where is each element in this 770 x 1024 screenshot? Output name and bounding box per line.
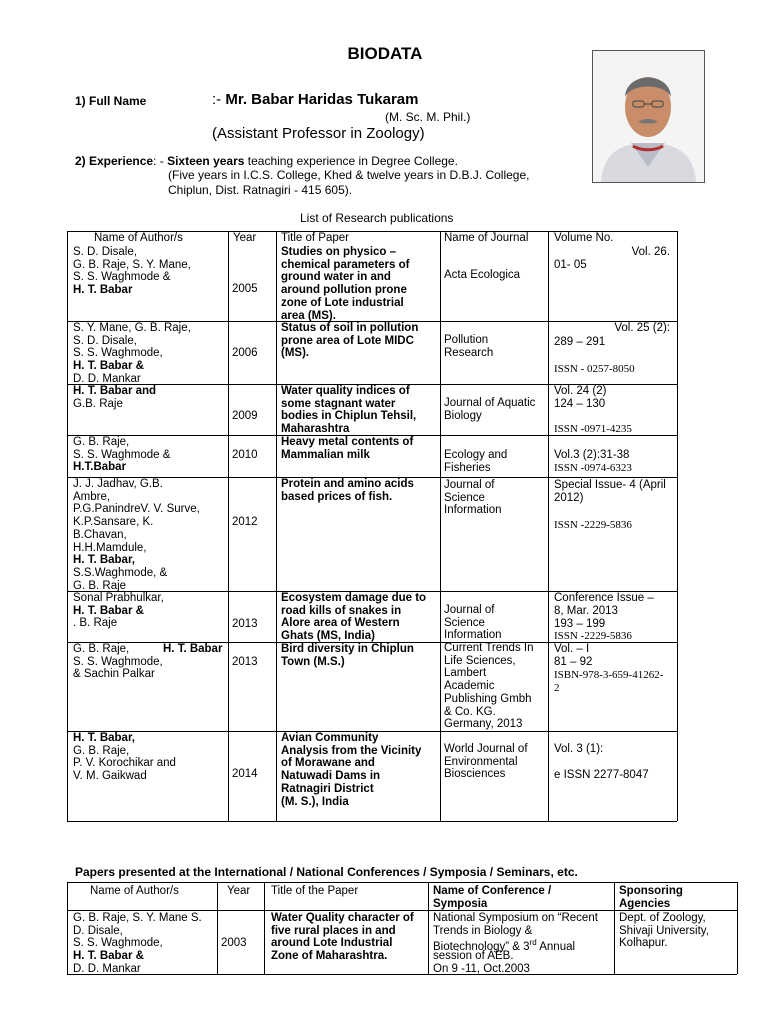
journal-line: World Journal of: [444, 743, 528, 755]
volume-line: 01- 05: [554, 259, 587, 271]
volume-line: ISSN -2229-5836: [554, 519, 632, 531]
paper-title-line: Avian Community: [281, 732, 379, 744]
author-line: J. J. Jadhav, G.B.: [73, 478, 163, 490]
journal-line: Germany, 2013: [444, 718, 523, 731]
conferences-heading: Papers presented at the International / National Conferences / Symposia / Seminars, etc.: [75, 865, 578, 879]
volume-line: 81 – 92: [554, 656, 593, 668]
table-vertical-rule: [67, 882, 68, 974]
table-horizontal-rule: [67, 974, 737, 975]
table-vertical-rule: [228, 231, 229, 821]
experience-text: teaching experience in Degree College.: [244, 154, 458, 168]
author-line: P.G.PanindreV. V. Surve,: [73, 503, 200, 516]
conf-header-agency: Agencies: [619, 897, 671, 910]
volume-line: Special Issue- 4 (April: [554, 479, 666, 491]
author-line: H. T. Babar,: [73, 732, 135, 744]
conf-header-agency: Sponsoring: [619, 885, 683, 897]
author-line: D. D. Mankar: [73, 372, 141, 385]
conf-header-title: Title of the Paper: [271, 885, 359, 897]
author-line: P. V. Korochikar and: [73, 757, 176, 770]
paper-title-line: Protein and amino acids: [281, 478, 414, 490]
year-cell: 2012: [232, 516, 258, 528]
volume-line: ISSN -2229-5836: [554, 630, 632, 642]
conf-author-line: D. D. Mankar: [73, 962, 141, 975]
author-line: S. S. Waghmode,: [73, 347, 163, 360]
profile-photo: [592, 50, 705, 183]
conf-header-conference: Name of Conference /: [433, 885, 552, 897]
author-line: H. T. Babar and: [73, 385, 157, 397]
journal-line: Biology: [444, 409, 482, 422]
conf-year-cell: 2003: [221, 937, 247, 949]
paper-title-line: prone area of Lote MIDC: [281, 334, 414, 347]
full-name-value: Mr. Babar Haridas Tukaram: [225, 91, 419, 108]
journal-line: Information: [444, 629, 502, 642]
volume-line: Vol.3 (2):31-38: [554, 449, 630, 461]
conf-author-line: S. S. Waghmode,: [73, 937, 163, 950]
journal-line: Acta Ecologica: [444, 269, 521, 281]
volume-line: ISSN -0971-4235: [554, 423, 632, 435]
table-horizontal-rule: [67, 882, 737, 883]
table-vertical-rule: [737, 882, 738, 974]
full-name: [212, 91, 418, 108]
table-vertical-rule: [428, 882, 429, 974]
paper-title-line: (MS).: [281, 347, 310, 360]
year-cell: 2013: [232, 656, 258, 668]
journal-line: & Co. KG.: [444, 705, 496, 718]
paper-title-line: road kills of snakes in: [281, 604, 402, 617]
year-cell: 2009: [232, 410, 258, 422]
paper-title-line: some stagnant water: [281, 397, 396, 410]
year-cell: 2013: [232, 618, 258, 630]
paper-title-line: Natuwadi Dams in: [281, 770, 381, 783]
volume-line: Vol. 25 (2):: [614, 322, 670, 334]
paper-title-line: Bird diversity in Chiplun: [281, 643, 414, 655]
paper-title-line: of Morawane and: [281, 757, 375, 770]
paper-title-line: (M. S.), India: [281, 795, 349, 808]
volume-line: e ISSN 2277-8047: [554, 769, 649, 781]
paper-title-line: Ratnagiri District: [281, 782, 374, 795]
author-line: H. T. Babar: [73, 284, 133, 297]
full-name-label: 1) Full Name: [75, 94, 147, 108]
author-line: H. T. Babar,: [73, 554, 135, 567]
volume-line: Vol. – I: [554, 643, 590, 655]
journal-line: Journal of Aquatic: [444, 397, 536, 409]
table-vertical-rule: [276, 231, 277, 821]
author-line: H.T.Babar: [73, 461, 127, 474]
table-header-cell: Name of Author/s: [94, 232, 183, 244]
volume-line: ISSN -0974-6323: [554, 462, 632, 474]
table-header-cell: Year: [233, 232, 257, 244]
paper-title-line: area (MS).: [281, 309, 336, 322]
volume-line: Vol. 26.: [631, 246, 670, 258]
conf-title-line: Zone of Maharashtra.: [271, 950, 388, 963]
conf-title-line: Water Quality character of: [271, 912, 414, 924]
experience-sep: : -: [153, 154, 164, 168]
author-line: . B. Raje: [73, 617, 118, 630]
author-line: S. S. Waghmode &: [73, 448, 171, 461]
author-line: G. B. Raje,: [73, 744, 130, 757]
paper-title-line: Analysis from the Vicinity: [281, 744, 422, 757]
conf-agency-line: Shivaji University,: [619, 924, 709, 937]
conf-header-conference: Symposia: [433, 897, 488, 910]
journal-line: Research: [444, 346, 494, 359]
journal-line: Journal of: [444, 479, 495, 491]
conf-agency-line: Kolhapur.: [619, 937, 668, 950]
paper-title-line: Mammalian milk: [281, 448, 370, 461]
paper-title-line: Heavy metal contents of: [281, 436, 414, 448]
conf-agency-line: Dept. of Zoology,: [619, 912, 706, 924]
publications-heading: List of Research publications: [300, 211, 454, 225]
author-line: G. B. Raje: [73, 579, 127, 592]
journal-line: Journal of: [444, 604, 495, 616]
journal-line: Science: [444, 616, 485, 629]
paper-title-line: Studies on physico –: [281, 246, 397, 258]
experience-line-1: [75, 154, 458, 168]
year-cell: 2006: [232, 347, 258, 359]
author-line: Ambre,: [73, 490, 111, 503]
journal-line: Publishing Gmbh: [444, 692, 532, 705]
author-line: S. D. Disale,: [73, 246, 137, 258]
paper-title-line: Ecosystem damage due to: [281, 592, 427, 604]
conf-author-line: G. B. Raje, S. Y. Mane S.: [73, 912, 202, 924]
volume-line: Vol. 3 (1):: [554, 743, 604, 755]
author-line: H. T. Babar &: [73, 360, 144, 373]
journal-line: Pollution: [444, 334, 489, 346]
author-line: S. Y. Mane, G. B. Raje,: [73, 322, 191, 334]
table-horizontal-rule: [67, 821, 677, 822]
author-line: S. S. Waghmode &: [73, 271, 171, 284]
page-title: BIODATA: [347, 44, 423, 63]
journal-line: Life Sciences,: [444, 654, 516, 667]
conf-header-author: Name of Author/s: [90, 885, 179, 897]
conf-title-line: five rural places in and: [271, 924, 396, 937]
volume-line: ISBN-978-3-659-41262-: [554, 669, 664, 681]
table-vertical-rule: [217, 882, 218, 974]
full-name-prefix: :-: [212, 91, 222, 108]
author-line: H. T. Babar &: [73, 604, 144, 617]
paper-title-line: Alore area of Western: [281, 617, 400, 630]
paper-title-line: Maharashtra: [281, 423, 350, 436]
author-line: G. B. Raje,: [73, 436, 130, 448]
paper-title-line: zone of Lote industrial: [281, 296, 404, 309]
table-vertical-rule: [264, 882, 265, 974]
author-line: H.H.Mamdule,: [73, 541, 147, 554]
volume-line: 289 – 291: [554, 336, 606, 348]
table-vertical-rule: [677, 231, 678, 821]
conf-name-line: National Symposium on “Recent: [433, 912, 598, 924]
year-cell: 2005: [232, 283, 258, 295]
conf-name-line: Trends in Biology &: [433, 924, 533, 937]
volume-line: ISSN - 0257-8050: [554, 363, 635, 375]
paper-title-line: based prices of fish.: [281, 490, 393, 503]
year-cell: 2014: [232, 768, 258, 780]
journal-line: Academic: [444, 680, 495, 693]
table-header-cell: Volume No.: [554, 232, 614, 244]
paper-title-line: Town (M.S.): [281, 655, 345, 668]
experience-label: 2) Experience: [75, 154, 154, 168]
author-line: S. D. Disale,: [73, 334, 137, 347]
conf-title-line: around Lote Industrial: [271, 937, 393, 950]
volume-line: 8, Mar. 2013: [554, 605, 618, 617]
table-vertical-rule: [440, 231, 441, 821]
journal-line: Current Trends In: [444, 642, 534, 654]
paper-title-line: ground water in and: [281, 271, 391, 284]
journal-line: Biosciences: [444, 768, 506, 781]
author-line: S.S.Waghmode, &: [73, 566, 168, 579]
journal-line: Science: [444, 491, 485, 504]
volume-line: 2: [554, 682, 560, 694]
degree: (M. Sc. M. Phil.): [385, 110, 471, 124]
journal-line: Information: [444, 504, 502, 517]
paper-title-line: around pollution prone: [281, 284, 407, 297]
author-line: G. B. Raje,: [73, 643, 130, 655]
table-vertical-rule: [548, 231, 549, 821]
designation: (Assistant Professor in Zoology): [212, 125, 425, 142]
journal-line: Ecology and: [444, 449, 508, 461]
experience-line-3: Chiplun, Dist. Ratnagiri - 415 605).: [168, 183, 353, 197]
conf-name-line: session of AEB.: [433, 950, 514, 963]
author-line: K.P.Sansare, K.: [73, 516, 154, 529]
author-line: S. S. Waghmode,: [73, 655, 163, 668]
conf-name-line: On 9 -11, Oct.2003: [433, 962, 530, 975]
ordinal-suffix: rd: [529, 938, 537, 948]
author-line: Sonal Prabhulkar,: [73, 592, 164, 604]
conf-author-line: D. Disale,: [73, 924, 123, 937]
volume-line: 2012): [554, 492, 584, 504]
paper-title-line: bodies in Chiplun Tehsil,: [281, 410, 417, 423]
author-line: G.B. Raje: [73, 397, 123, 410]
journal-line: Environmental: [444, 755, 518, 768]
table-vertical-rule: [67, 231, 68, 821]
table-header-cell: Title of Paper: [281, 232, 349, 244]
author-bold-name: H. T. Babar: [163, 643, 223, 655]
volume-line: 193 – 199: [554, 618, 606, 630]
experience-years: Sixteen years: [167, 154, 245, 168]
volume-line: Vol. 24 (2): [554, 385, 607, 397]
author-line: G. B. Raje, S. Y. Mane,: [73, 258, 191, 271]
journal-line: Lambert: [444, 667, 487, 680]
table-header-cell: Name of Journal: [444, 232, 529, 244]
volume-line: 124 – 130: [554, 398, 606, 410]
table-vertical-rule: [614, 882, 615, 974]
author-line: & Sachin Palkar: [73, 668, 155, 681]
journal-line: Fisheries: [444, 461, 491, 474]
volume-line: Conference Issue –: [554, 592, 654, 604]
author-line: B.Chavan,: [73, 528, 127, 541]
paper-title-line: Water quality indices of: [281, 385, 410, 397]
paper-title-line: chemical parameters of: [281, 258, 410, 271]
paper-title-line: Ghats (MS, India): [281, 630, 375, 643]
author-line: V. M. Gaikwad: [73, 770, 147, 783]
conf-name-tail: Annual: [536, 941, 576, 954]
conf-author-line: H. T. Babar &: [73, 950, 144, 963]
experience-line-2: (Five years in I.C.S. College, Khed & twelve years in D.B.J. College,: [168, 168, 530, 182]
paper-title-line: Status of soil in pollution: [281, 322, 419, 334]
conf-header-year: Year: [227, 885, 251, 897]
conf-name-line: Biotechnology” & 3rd Annual: [433, 938, 576, 954]
year-cell: 2010: [232, 449, 258, 461]
